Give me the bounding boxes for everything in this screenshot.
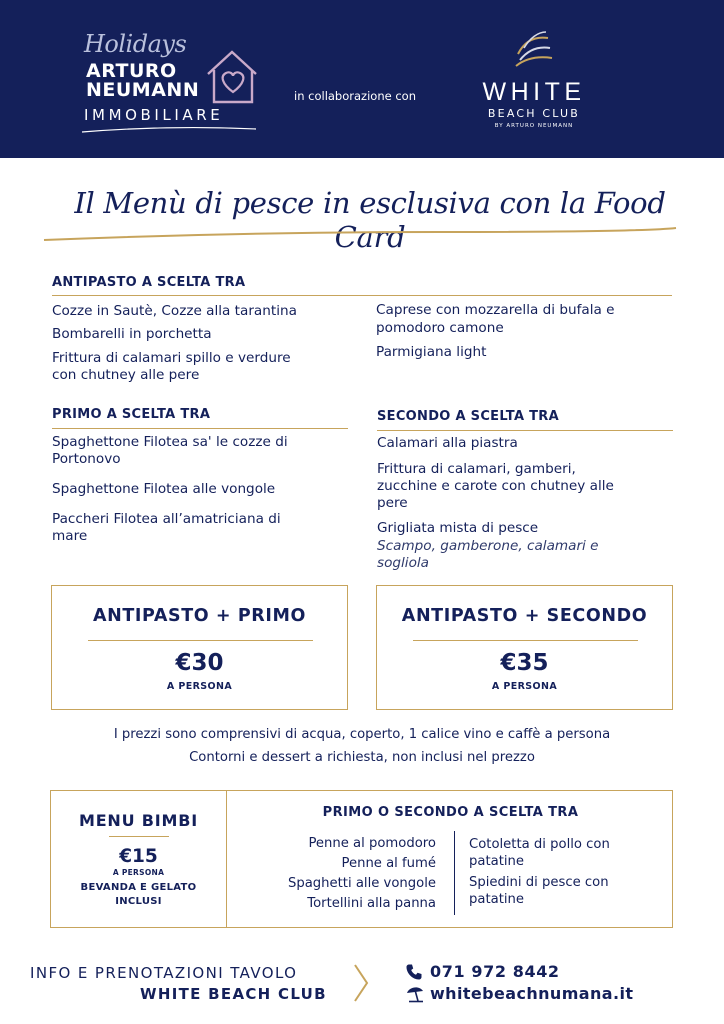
- collaboration-text: in collaborazione con: [294, 89, 416, 103]
- menu-title: Il Menù di pesce in esclusiva con la Food Card: [74, 186, 666, 254]
- kids-menu-price: €15: [119, 846, 158, 867]
- primo-heading: PRIMO A SCELTA TRA: [52, 407, 211, 422]
- kids-item: Penne al pomodoro: [308, 836, 436, 851]
- holidays-arturo-neumann-logo: [80, 30, 270, 140]
- offer-box-antipasto-secondo: [376, 585, 673, 710]
- header-banner: [0, 0, 724, 158]
- secondo-item: zucchine e carote con chutney alle: [377, 478, 614, 494]
- logo-white: WHITE: [482, 78, 586, 106]
- title-gold-swoosh: [40, 222, 680, 246]
- kids-menu-unit: A PERSONA: [112, 868, 165, 877]
- kids-item: Tortellini alla panna: [307, 896, 436, 911]
- beach-umbrella-icon: [405, 985, 425, 1003]
- offer-rule: [413, 640, 638, 641]
- antipasto-item: con chutney alle pere: [52, 367, 200, 383]
- offer-rule: [88, 640, 313, 641]
- kids-menu-includes: INCLUSI: [115, 896, 162, 907]
- footer-info-label: INFO E PRENOTAZIONI TAVOLO: [30, 964, 298, 982]
- primo-item: Portonovo: [52, 451, 121, 467]
- footer-phone[interactable]: 071 972 8442: [430, 962, 560, 981]
- kids-item: Spiedini di pesce con: [469, 875, 609, 890]
- kids-item: Spaghetti alle vongole: [287, 876, 436, 891]
- antipasto-item: Parmigiana light: [376, 344, 487, 360]
- secondo-item: Frittura di calamari, gamberi,: [377, 461, 576, 477]
- primo-rule: [52, 428, 348, 429]
- primo-item: Spaghettone Filotea sa' le cozze di: [52, 434, 288, 450]
- price-note: I prezzi sono comprensivi di acqua, coperto, 1 calice vino e caffè a persona: [113, 727, 611, 742]
- offer-unit: A PERSONA: [166, 681, 233, 692]
- kids-item: Penne al fumé: [341, 856, 436, 871]
- secondo-heading: SECONDO A SCELTA TRA: [377, 409, 559, 424]
- secondo-item: pere: [377, 495, 408, 511]
- antipasto-item: Frittura di calamari spillo e verdure: [52, 350, 291, 366]
- antipasto-heading: ANTIPASTO A SCELTA TRA: [52, 275, 246, 290]
- antipasto-rule: [52, 295, 672, 296]
- logo-by-arturo: BY ARTURO NEUMANN: [494, 123, 574, 129]
- antipasto-item: Bombarelli in porchetta: [52, 326, 212, 342]
- phone-icon: [405, 963, 423, 981]
- primo-item: mare: [52, 528, 88, 544]
- logo-line-arturo: ARTURO: [86, 60, 177, 82]
- offer-price: €30: [175, 650, 224, 676]
- logo-underline-swoosh: [80, 126, 258, 134]
- footer-website-link[interactable]: whitebeachnumana.it: [430, 984, 634, 1003]
- kids-menu-includes: BEVANDA E GELATO: [80, 882, 197, 893]
- secondo-item: Grigliata mista di pesce: [377, 520, 539, 536]
- offer-box-antipasto-primo: [51, 585, 348, 710]
- waves-emblem-icon: [510, 28, 556, 68]
- antipasto-item: Cozze in Sautè, Cozze alla tarantina: [52, 303, 297, 319]
- logo-script-holidays: Holidays: [84, 30, 187, 58]
- price-note: Contorni e dessert a richiesta, non inclusi nel prezzo: [189, 750, 535, 765]
- kids-choice-heading: PRIMO O SECONDO A SCELTA TRA: [322, 805, 579, 820]
- antipasto-item: pomodoro camone: [376, 320, 504, 336]
- chevron-right-icon: [352, 962, 370, 1004]
- offer-unit: A PERSONA: [491, 681, 558, 692]
- offer-title: ANTIPASTO + PRIMO: [93, 606, 306, 626]
- logo-name: [86, 62, 199, 100]
- secondo-item-note: sogliola: [377, 555, 430, 571]
- kids-menu-rule: [109, 836, 169, 837]
- offer-title: ANTIPASTO + SECONDO: [401, 606, 648, 626]
- primo-item: Spaghettone Filotea alle vongole: [52, 481, 276, 497]
- white-beach-club-logo: [464, 28, 604, 128]
- kids-item: patatine: [469, 892, 525, 907]
- house-heart-icon: [202, 46, 262, 106]
- secondo-rule: [377, 430, 673, 431]
- kids-menu-title: MENU BIMBI: [78, 811, 199, 830]
- offer-price: €35: [500, 650, 549, 676]
- footer-club-name: WHITE BEACH CLUB: [140, 985, 327, 1003]
- kids-item: Cotoletta di pollo con: [469, 837, 610, 852]
- kids-item: patatine: [469, 854, 525, 869]
- logo-line-neumann: NEUMANN: [86, 79, 200, 101]
- kids-items-divider: [454, 831, 455, 915]
- antipasto-item: Caprese con mozzarella di bufala e: [376, 302, 615, 318]
- primo-item: Paccheri Filotea all’amatriciana di: [52, 511, 281, 527]
- secondo-item-note: Scampo, gamberone, calamari e: [377, 538, 599, 554]
- logo-beach-club: BEACH CLUB: [487, 107, 581, 120]
- secondo-item: Calamari alla piastra: [377, 435, 518, 451]
- logo-line-immobiliare: IMMOBILIARE: [84, 106, 224, 124]
- kids-menu-box: [50, 790, 673, 928]
